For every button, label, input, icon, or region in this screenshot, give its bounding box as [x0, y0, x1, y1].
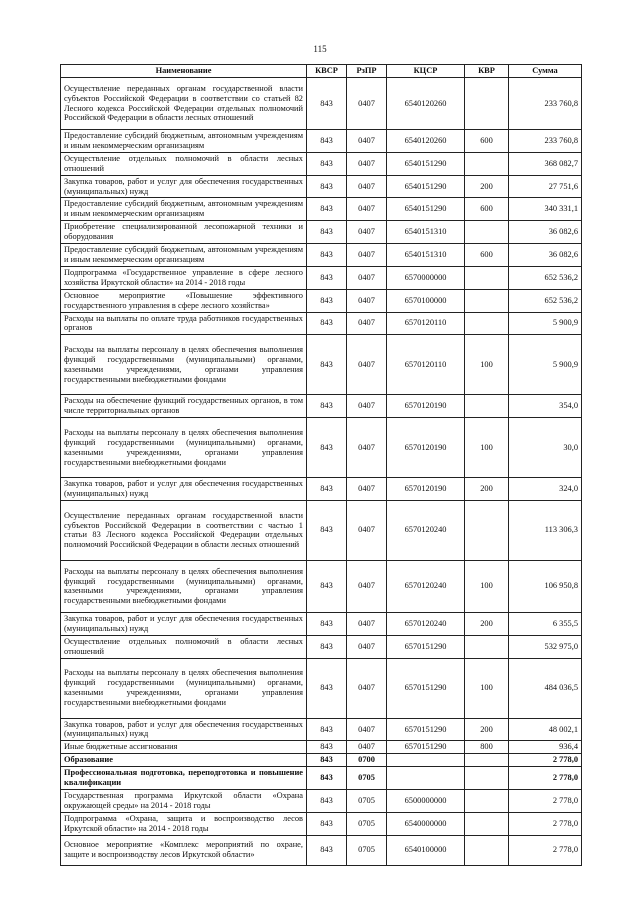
table-row: [61, 478, 582, 501]
cell-kvr: [465, 312, 509, 335]
cell-name: Осуществление переданных органам государственной власти субъектов Российской Федерации в соответствии с частью 1 статьи 83 Лесного кодекса Российской Федерации отдельных полномочий Российской Федерации в области лесных отношений: [61, 500, 307, 560]
cell-rzpr: 0407: [347, 612, 387, 635]
cell-kvsr: 843: [307, 835, 347, 865]
cell-name: Подпрограмма «Государственное управление в сфере лесного хозяйства Иркутской области» на 2014 - 2018 годы: [61, 266, 307, 289]
cell-kvsr: 843: [307, 478, 347, 501]
cell-name: Расходы на обеспечение функций государственных органов, в том числе территориальных органов: [61, 395, 307, 418]
cell-rzpr: 0407: [347, 244, 387, 267]
cell-sum: 5 900,9: [509, 335, 582, 395]
cell-kvsr: 843: [307, 418, 347, 478]
cell-sum: 36 082,6: [509, 244, 582, 267]
cell-kcsr: 6570120240: [387, 612, 465, 635]
cell-sum: 30,0: [509, 418, 582, 478]
cell-sum: 233 760,8: [509, 130, 582, 153]
cell-sum: 2 778,0: [509, 767, 582, 790]
table-row: [61, 612, 582, 635]
cell-name: Профессиональная подготовка, переподготовка и повышение квалификации: [61, 767, 307, 790]
cell-sum: 324,0: [509, 478, 582, 501]
table-row: [61, 812, 582, 835]
cell-kvsr: 843: [307, 221, 347, 244]
cell-kvsr: 843: [307, 812, 347, 835]
cell-name: Закупка товаров, работ и услуг для обеспечения государственных (муниципальных) нужд: [61, 175, 307, 198]
header-kvr: КВР: [465, 65, 509, 78]
cell-sum: 354,0: [509, 395, 582, 418]
cell-kvr: [465, 767, 509, 790]
cell-kcsr: 6540100000: [387, 835, 465, 865]
table-row: [61, 790, 582, 813]
cell-kcsr: 6570000000: [387, 266, 465, 289]
cell-rzpr: 0705: [347, 812, 387, 835]
cell-sum: 106 950,8: [509, 560, 582, 612]
table-row: [61, 335, 582, 395]
cell-kvsr: 843: [307, 754, 347, 767]
header-kvsr: КВСР: [307, 65, 347, 78]
cell-kvsr: 843: [307, 767, 347, 790]
cell-rzpr: 0407: [347, 478, 387, 501]
cell-kvsr: 843: [307, 790, 347, 813]
cell-kcsr: 6570120190: [387, 395, 465, 418]
cell-kvsr: 843: [307, 152, 347, 175]
table-row: [61, 244, 582, 267]
table-row: [61, 560, 582, 612]
cell-kvr: [465, 395, 509, 418]
table-row: [61, 175, 582, 198]
table-row: [61, 395, 582, 418]
cell-sum: 936,4: [509, 741, 582, 754]
cell-kvr: 200: [465, 612, 509, 635]
cell-rzpr: 0407: [347, 198, 387, 221]
cell-kvsr: 843: [307, 658, 347, 718]
table-row: [61, 130, 582, 153]
cell-name: Закупка товаров, работ и услуг для обеспечения государственных (муниципальных) нужд: [61, 718, 307, 741]
cell-name: Государственная программа Иркутской области «Охрана окружающей среды» на 2014 - 2018 годы: [61, 790, 307, 813]
cell-kvsr: 843: [307, 78, 347, 130]
cell-kcsr: 6570120190: [387, 478, 465, 501]
cell-kcsr: [387, 754, 465, 767]
cell-kcsr: 6540151290: [387, 152, 465, 175]
header-sum: Сумма: [509, 65, 582, 78]
cell-sum: 48 002,1: [509, 718, 582, 741]
cell-name: Основное мероприятие «Повышение эффективного государственного управления в сфере лесного хозяйства»: [61, 289, 307, 312]
cell-sum: 27 751,6: [509, 175, 582, 198]
cell-kvsr: 843: [307, 175, 347, 198]
cell-sum: 6 355,5: [509, 612, 582, 635]
header-rzpr: РзПР: [347, 65, 387, 78]
cell-kvsr: 843: [307, 560, 347, 612]
header-name: Наименование: [61, 65, 307, 78]
cell-name: Осуществление отдельных полномочий в области лесных отношений: [61, 152, 307, 175]
cell-kvr: 600: [465, 198, 509, 221]
cell-kvsr: 843: [307, 244, 347, 267]
cell-rzpr: 0705: [347, 835, 387, 865]
cell-name: Предоставление субсидий бюджетным, автономным учреждениям и иным некоммерческим организациям: [61, 244, 307, 267]
cell-sum: 368 082,7: [509, 152, 582, 175]
table-row: [61, 266, 582, 289]
cell-sum: 2 778,0: [509, 835, 582, 865]
cell-kcsr: 6570120240: [387, 560, 465, 612]
cell-rzpr: 0407: [347, 335, 387, 395]
table-row: [61, 835, 582, 865]
cell-kvr: [465, 266, 509, 289]
cell-rzpr: 0407: [347, 718, 387, 741]
cell-kvsr: 843: [307, 741, 347, 754]
cell-rzpr: 0407: [347, 741, 387, 754]
cell-kvr: 600: [465, 130, 509, 153]
cell-kvr: 200: [465, 718, 509, 741]
cell-kvr: 100: [465, 658, 509, 718]
cell-sum: 532 975,0: [509, 635, 582, 658]
cell-rzpr: 0407: [347, 78, 387, 130]
cell-kvr: [465, 152, 509, 175]
cell-name: Предоставление субсидий бюджетным, автономным учреждениям и иным некоммерческим организациям: [61, 198, 307, 221]
cell-kcsr: [387, 767, 465, 790]
cell-name: Предоставление субсидий бюджетным, автономным учреждениям и иным некоммерческим организациям: [61, 130, 307, 153]
table-row: [61, 500, 582, 560]
cell-kcsr: 6500000000: [387, 790, 465, 813]
cell-kvr: [465, 790, 509, 813]
cell-sum: 340 331,1: [509, 198, 582, 221]
cell-kvsr: 843: [307, 312, 347, 335]
cell-kcsr: 6570151290: [387, 741, 465, 754]
cell-kcsr: 6540151290: [387, 175, 465, 198]
cell-kvr: 100: [465, 418, 509, 478]
cell-kvsr: 843: [307, 335, 347, 395]
cell-kvr: [465, 812, 509, 835]
cell-kvsr: 843: [307, 635, 347, 658]
cell-kvr: 200: [465, 478, 509, 501]
cell-rzpr: 0407: [347, 658, 387, 718]
cell-kvsr: 843: [307, 395, 347, 418]
cell-rzpr: 0705: [347, 767, 387, 790]
cell-rzpr: 0407: [347, 395, 387, 418]
cell-rzpr: 0407: [347, 266, 387, 289]
cell-sum: 484 036,5: [509, 658, 582, 718]
cell-kcsr: 6540120260: [387, 130, 465, 153]
header-kcsr: КЦСР: [387, 65, 465, 78]
cell-sum: 652 536,2: [509, 289, 582, 312]
cell-kcsr: 6570151290: [387, 658, 465, 718]
cell-kcsr: 6570120190: [387, 418, 465, 478]
table-row: [61, 418, 582, 478]
cell-sum: 652 536,2: [509, 266, 582, 289]
cell-kcsr: 6570151290: [387, 635, 465, 658]
cell-kcsr: 6570120110: [387, 312, 465, 335]
cell-kvsr: 843: [307, 130, 347, 153]
table-header-row: [61, 65, 582, 78]
cell-rzpr: 0407: [347, 175, 387, 198]
cell-sum: 2 778,0: [509, 754, 582, 767]
table-row: [61, 718, 582, 741]
cell-name: Осуществление переданных органам государственной власти субъектов Российской Федерации в соответствии со статьей 82 Лесного кодекса Российской Федерации отдельных полномочий Российской Федерации в области лесных отношений: [61, 78, 307, 130]
table-row: [61, 78, 582, 130]
cell-rzpr: 0700: [347, 754, 387, 767]
cell-kvsr: 843: [307, 500, 347, 560]
cell-name: Закупка товаров, работ и услуг для обеспечения государственных (муниципальных) нужд: [61, 478, 307, 501]
cell-name: Основное мероприятие «Комплекс мероприятий по охране, защите и воспроизводству лесов Иркутской области»: [61, 835, 307, 865]
table-row: [61, 312, 582, 335]
cell-kcsr: 6540120260: [387, 78, 465, 130]
cell-kvr: 200: [465, 175, 509, 198]
cell-kcsr: 6570151290: [387, 718, 465, 741]
cell-name: Осуществление отдельных полномочий в области лесных отношений: [61, 635, 307, 658]
cell-kcsr: 6570100000: [387, 289, 465, 312]
table-row: [61, 767, 582, 790]
cell-name: Образование: [61, 754, 307, 767]
page-number: 115: [313, 44, 327, 54]
table-row: [61, 289, 582, 312]
cell-kvr: [465, 78, 509, 130]
cell-kcsr: 6570120110: [387, 335, 465, 395]
budget-table: [60, 64, 582, 866]
cell-kvr: [465, 221, 509, 244]
cell-kvr: [465, 754, 509, 767]
cell-name: Приобретение специализированной лесопожарной техники и оборудования: [61, 221, 307, 244]
cell-kcsr: 6540151310: [387, 244, 465, 267]
cell-rzpr: 0407: [347, 500, 387, 560]
table-row: [61, 754, 582, 767]
cell-sum: 36 082,6: [509, 221, 582, 244]
cell-sum: 233 760,8: [509, 78, 582, 130]
cell-name: Расходы на выплаты персоналу в целях обеспечения выполнения функций государственными (муниципальными) органами, казенными учреждениями, органами управления государственными внебюджетными фондами: [61, 418, 307, 478]
cell-kvr: [465, 635, 509, 658]
cell-kvr: 600: [465, 244, 509, 267]
cell-rzpr: 0407: [347, 130, 387, 153]
cell-rzpr: 0407: [347, 418, 387, 478]
cell-kvsr: 843: [307, 266, 347, 289]
cell-kvsr: 843: [307, 289, 347, 312]
cell-kvsr: 843: [307, 612, 347, 635]
cell-sum: 113 306,3: [509, 500, 582, 560]
cell-name: Подпрограмма «Охрана, защита и воспроизводство лесов Иркутской области» на 2014 - 2018 годы: [61, 812, 307, 835]
table-row: [61, 635, 582, 658]
cell-name: Закупка товаров, работ и услуг для обеспечения государственных (муниципальных) нужд: [61, 612, 307, 635]
cell-sum: 2 778,0: [509, 790, 582, 813]
cell-name: Расходы на выплаты персоналу в целях обеспечения выполнения функций государственными (муниципальными) органами, казенными учреждениями, органами управления государственными внебюджетными фондами: [61, 560, 307, 612]
cell-kcsr: 6540000000: [387, 812, 465, 835]
cell-name: Иные бюджетные ассигнования: [61, 741, 307, 754]
cell-name: Расходы на выплаты персоналу в целях обеспечения выполнения функций государственными (муниципальными) органами, казенными учреждениями, органами управления государственными внебюджетными фондами: [61, 335, 307, 395]
table-row: [61, 198, 582, 221]
cell-kvr: 100: [465, 560, 509, 612]
cell-kvr: [465, 289, 509, 312]
cell-kcsr: 6570120240: [387, 500, 465, 560]
cell-sum: 5 900,9: [509, 312, 582, 335]
table-row: [61, 152, 582, 175]
cell-kcsr: 6540151290: [387, 198, 465, 221]
cell-sum: 2 778,0: [509, 812, 582, 835]
cell-rzpr: 0407: [347, 221, 387, 244]
cell-name: Расходы на выплаты персоналу в целях обеспечения выполнения функций государственными (муниципальными) органами, казенными учреждениями, органами управления государственными внебюджетными фондами: [61, 658, 307, 718]
table-body: [61, 78, 582, 866]
cell-kcsr: 6540151310: [387, 221, 465, 244]
cell-kvsr: 843: [307, 718, 347, 741]
cell-rzpr: 0407: [347, 152, 387, 175]
table-row: [61, 658, 582, 718]
cell-rzpr: 0407: [347, 312, 387, 335]
cell-rzpr: 0407: [347, 635, 387, 658]
table-row: [61, 741, 582, 754]
cell-rzpr: 0705: [347, 790, 387, 813]
cell-kvr: [465, 835, 509, 865]
cell-rzpr: 0407: [347, 560, 387, 612]
cell-kvsr: 843: [307, 198, 347, 221]
cell-name: Расходы на выплаты по оплате труда работников государственных органов: [61, 312, 307, 335]
cell-kvr: [465, 500, 509, 560]
cell-kvr: 100: [465, 335, 509, 395]
cell-rzpr: 0407: [347, 289, 387, 312]
cell-kvr: 800: [465, 741, 509, 754]
table-row: [61, 221, 582, 244]
